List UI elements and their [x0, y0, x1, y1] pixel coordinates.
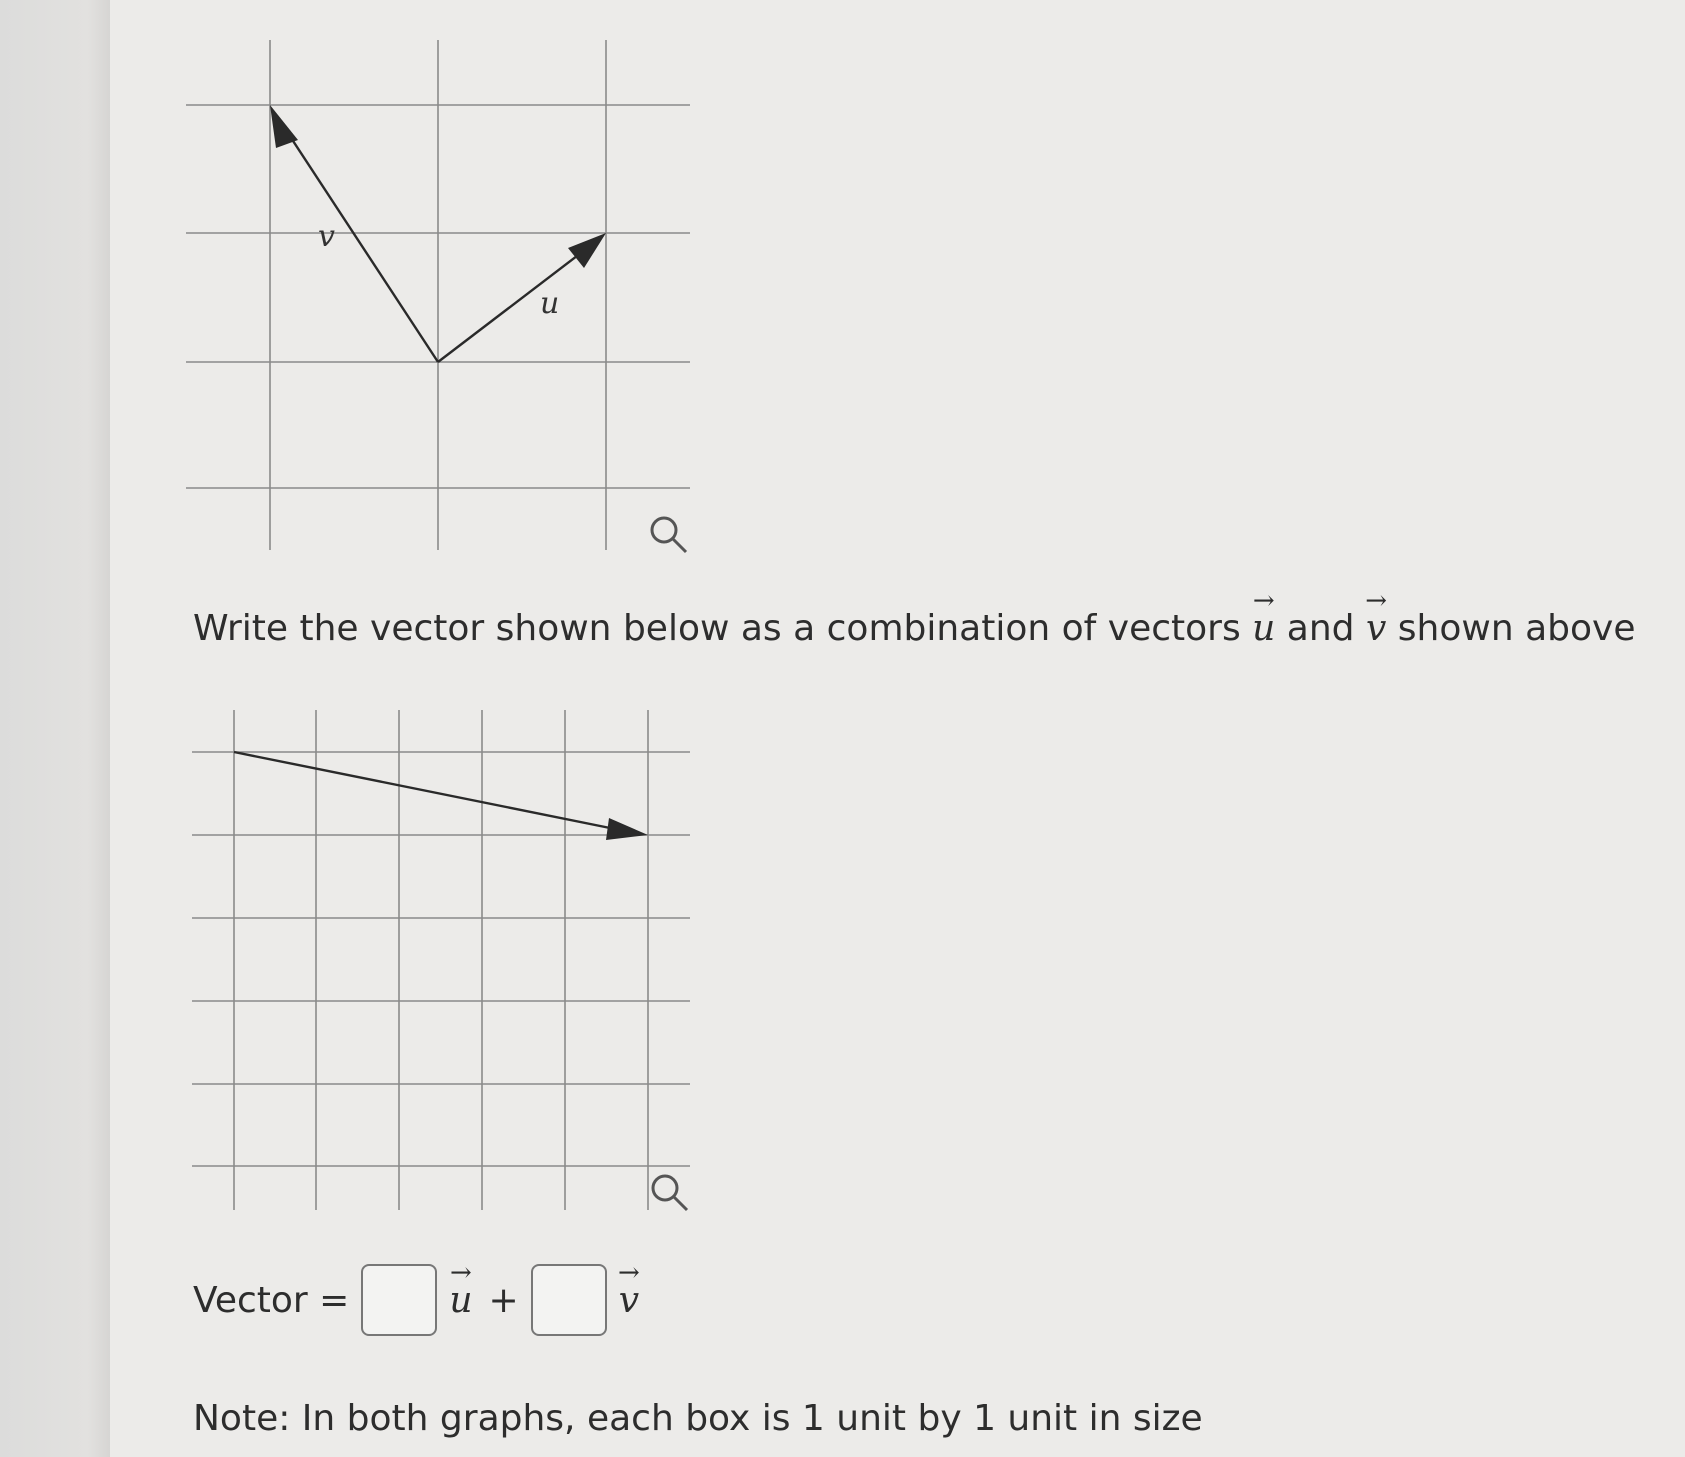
- note-text: Note: In both graphs, each box is 1 unit by 1 unit in size: [193, 1398, 1203, 1439]
- coefficient-v-input[interactable]: [531, 1264, 607, 1336]
- vector-v-symbol: → v: [1366, 608, 1386, 649]
- plus-sign: +: [488, 1279, 519, 1321]
- zoom-icon[interactable]: [653, 1176, 687, 1210]
- coefficient-u-input[interactable]: [361, 1264, 437, 1336]
- graph-target-grid: [192, 710, 690, 1210]
- answer-row: [193, 1262, 639, 1338]
- vector-v-symbol: → v: [619, 1280, 639, 1321]
- label-v: v: [318, 219, 335, 254]
- vector-u-symbol: → u: [449, 1280, 472, 1321]
- question-prompt: Write the vector shown below as a combination of vectors → u and → v shown above: [193, 608, 1635, 649]
- target-vector-arrowhead: [606, 818, 648, 840]
- vector-u-symbol: → u: [1252, 608, 1275, 649]
- vector-label: Vector =: [193, 1279, 350, 1321]
- target-vector: [234, 752, 615, 829]
- label-u: u: [540, 286, 560, 321]
